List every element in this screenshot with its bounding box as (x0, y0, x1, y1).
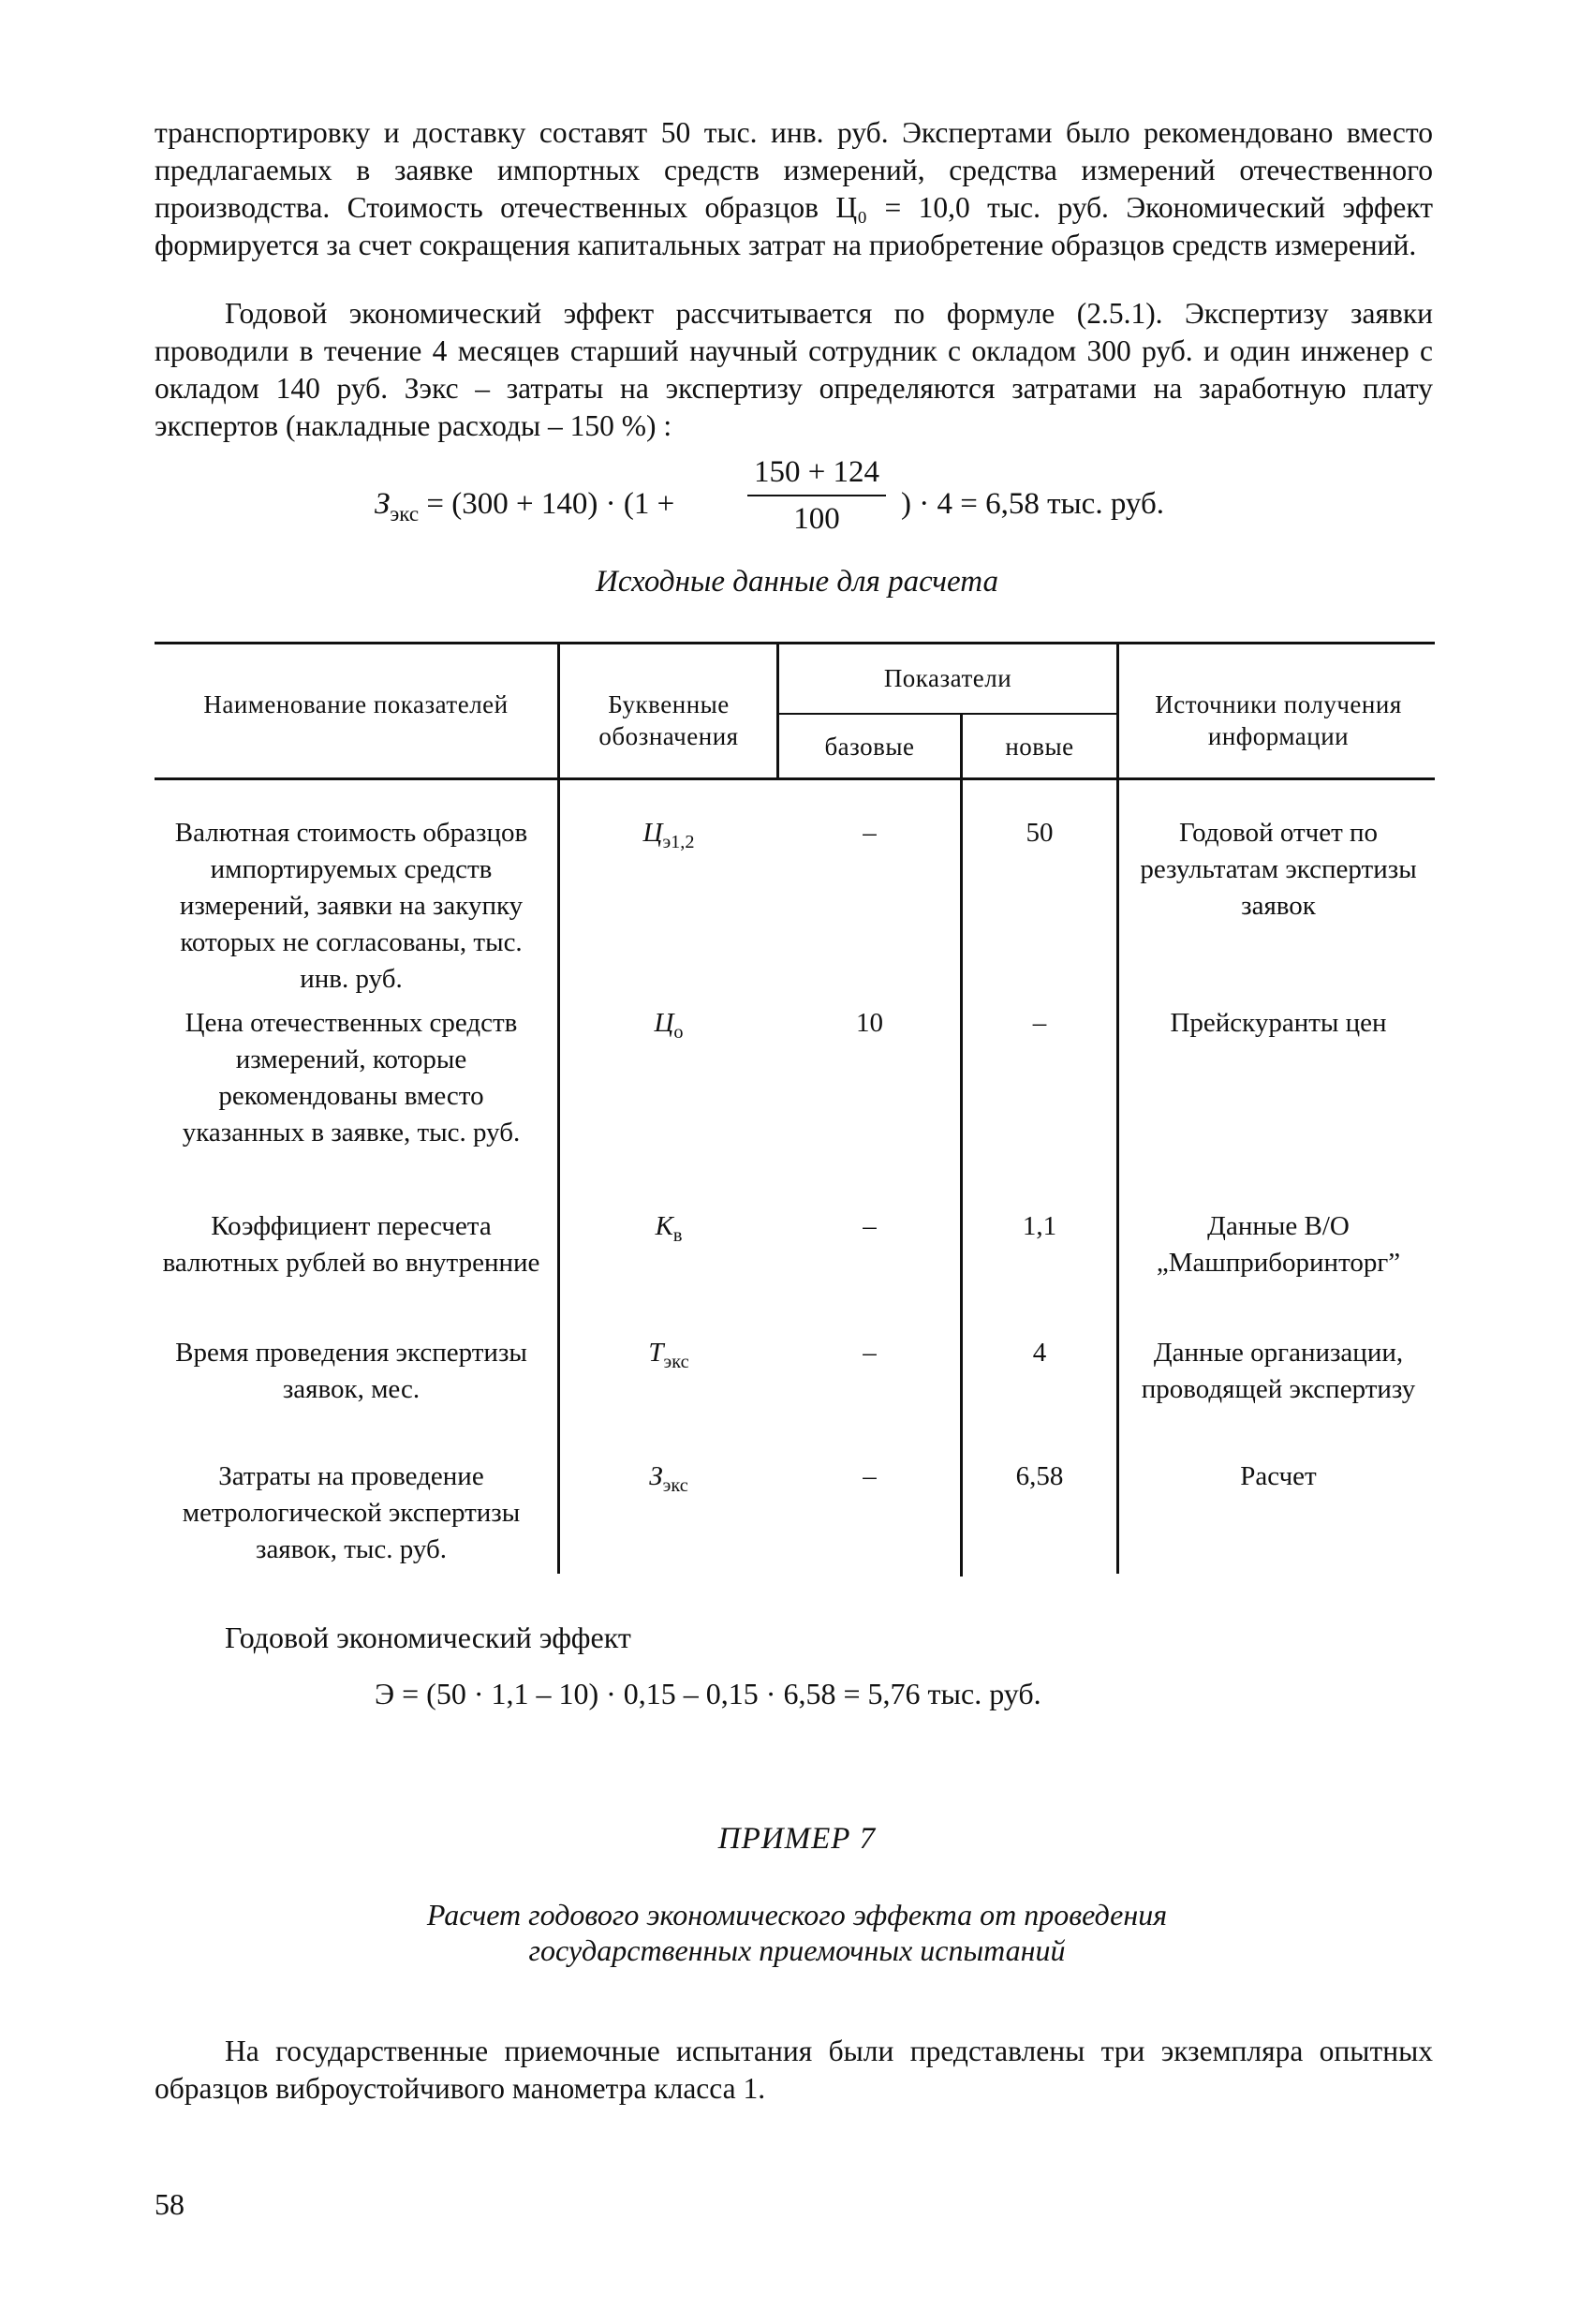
example-subtitle-line1: Расчет годового экономического эффекта от проведения (426, 1898, 1168, 1932)
row1-source: Годовой отчет по результатам экспертизы заявок (1140, 818, 1417, 921)
annual-effect-label: Годовой экономический эффект (225, 1621, 631, 1654)
row2-name: Цена отечественных средств измерений, которые рекомендованы вместо указанных в заявке, тыс. руб. (182, 1008, 521, 1147)
row4-new: 4 (1032, 1338, 1047, 1368)
row1-name: Валютная стоимость образцов импортируемых средств измерений, заявки на закупку которых не согласованы, тыс. инв. руб. (174, 818, 528, 994)
paragraph-example: На государственные приемочные испытания были представлены три экземпляра опытных образцов виброустойчивого манометра класса 1. (155, 2035, 1433, 2105)
formula-fraction (742, 453, 892, 538)
row5-source: Расчет (1240, 1461, 1317, 1491)
row3-symbol (565, 1208, 773, 1245)
row2-symbol (565, 1005, 773, 1042)
row5-symbol-sub: экс (662, 1475, 688, 1497)
row4-name: Время проведения экспертизы заявок, мес. (175, 1338, 527, 1404)
example-subtitle (0, 1897, 1594, 1968)
header-source: Источники получения информации (1155, 690, 1402, 750)
table-top-rule (155, 642, 1435, 644)
page-number: 58 (155, 2187, 184, 2221)
row5-new: 6,58 (1015, 1461, 1064, 1491)
row5-base: – (863, 1461, 877, 1491)
fraction-bar (747, 495, 886, 496)
example-subtitle-line2: государственных приемочных испытаний (528, 1933, 1066, 1967)
row2-symbol-sub: о (673, 1022, 684, 1044)
formula-lhs (375, 487, 675, 526)
header-base: базовые (824, 733, 915, 761)
row4-symbol (565, 1335, 773, 1371)
example-title: ПРИМЕР 7 (717, 1822, 877, 1856)
row5-symbol-letter: З (649, 1461, 663, 1491)
table-header-rule (155, 777, 1435, 780)
header-name: Наименование показателей (203, 690, 509, 718)
row3-source: Данные В/О „Машприборинторг” (1156, 1211, 1401, 1278)
row5-symbol (565, 1458, 773, 1495)
row1-base: – (863, 818, 877, 848)
row3-base: – (863, 1211, 877, 1241)
formula-denominator: 100 (793, 502, 840, 536)
row1-symbol (565, 815, 773, 851)
row4-base: – (863, 1338, 877, 1368)
col-divider-4 (1116, 642, 1119, 1574)
row5-name: Затраты на проведение метрологической экспертизы заявок, тыс. руб. (182, 1461, 521, 1564)
row2-base: 10 (856, 1008, 883, 1038)
paragraph-calculation: Годовой экономический эффект рассчитывается по формуле (2.5.1). Экспертизу заявки проводили в течение 4 месяцев старший научный сотрудник с окладом 300 руб. и один инженер с окладом 140 руб. Зэкс – затраты на экспертизу определяются затратами на заработную плату экспертов (накладные расходы – 150 %) : (155, 297, 1433, 442)
row4-symbol-letter: Т (648, 1338, 664, 1368)
data-table (155, 642, 1435, 1578)
row3-name: Коэффициент пересчета валютных рублей во внутренние (162, 1211, 540, 1278)
row1-symbol-sub: э1,2 (662, 832, 695, 853)
row2-source: Прейскуранты цен (1170, 1008, 1387, 1038)
table-caption: Исходные данные для расчета (596, 565, 998, 599)
row2-new: – (1032, 1008, 1047, 1038)
row3-symbol-letter: К (655, 1211, 673, 1241)
row1-new: 50 (1026, 818, 1054, 848)
formula-rhs: ) · 4 = 6,58 тыс. руб. (901, 487, 1164, 521)
header-symbol: Буквенные обозначения (598, 690, 739, 750)
col-divider-1 (557, 642, 560, 1574)
row3-new: 1,1 (1022, 1211, 1057, 1241)
row4-symbol-sub: экс (663, 1352, 689, 1373)
header-indicators: Показатели (883, 664, 1012, 692)
formula-numerator: 150 + 124 (753, 455, 880, 489)
row4-source: Данные организации, проводящей экспертизу (1141, 1338, 1416, 1404)
row1-symbol-letter: Ц (642, 818, 663, 848)
formula-annual-effect: Э = (50 · 1,1 – 10) · 0,15 – 0,15 · 6,58 = 5,76 тыс. руб. (375, 1677, 1041, 1710)
formula-symbol-sub: экс (390, 501, 420, 526)
row3-symbol-sub: в (672, 1225, 683, 1247)
formula-lhs-rest: = (300 + 140) · (1 + (419, 487, 675, 521)
paragraph-intro: транспортировку и доставку составят 50 тыс. инв. руб. Экспертами было рекомендовано вместо предлагаемых в заявке импортных средств измерений, средства измерений отечественного производства. Стоимость отечественных образцов Ц₀ = 10,0 тыс. руб. Экономический эффект формируется за счет сокращения капитальных затрат на приобретение образцов средств измерений. (155, 116, 1433, 261)
header-new: новые (1005, 733, 1074, 761)
indicators-sub-rule (779, 713, 1119, 715)
row2-symbol-letter: Ц (654, 1008, 674, 1038)
formula-symbol: З (375, 487, 391, 521)
